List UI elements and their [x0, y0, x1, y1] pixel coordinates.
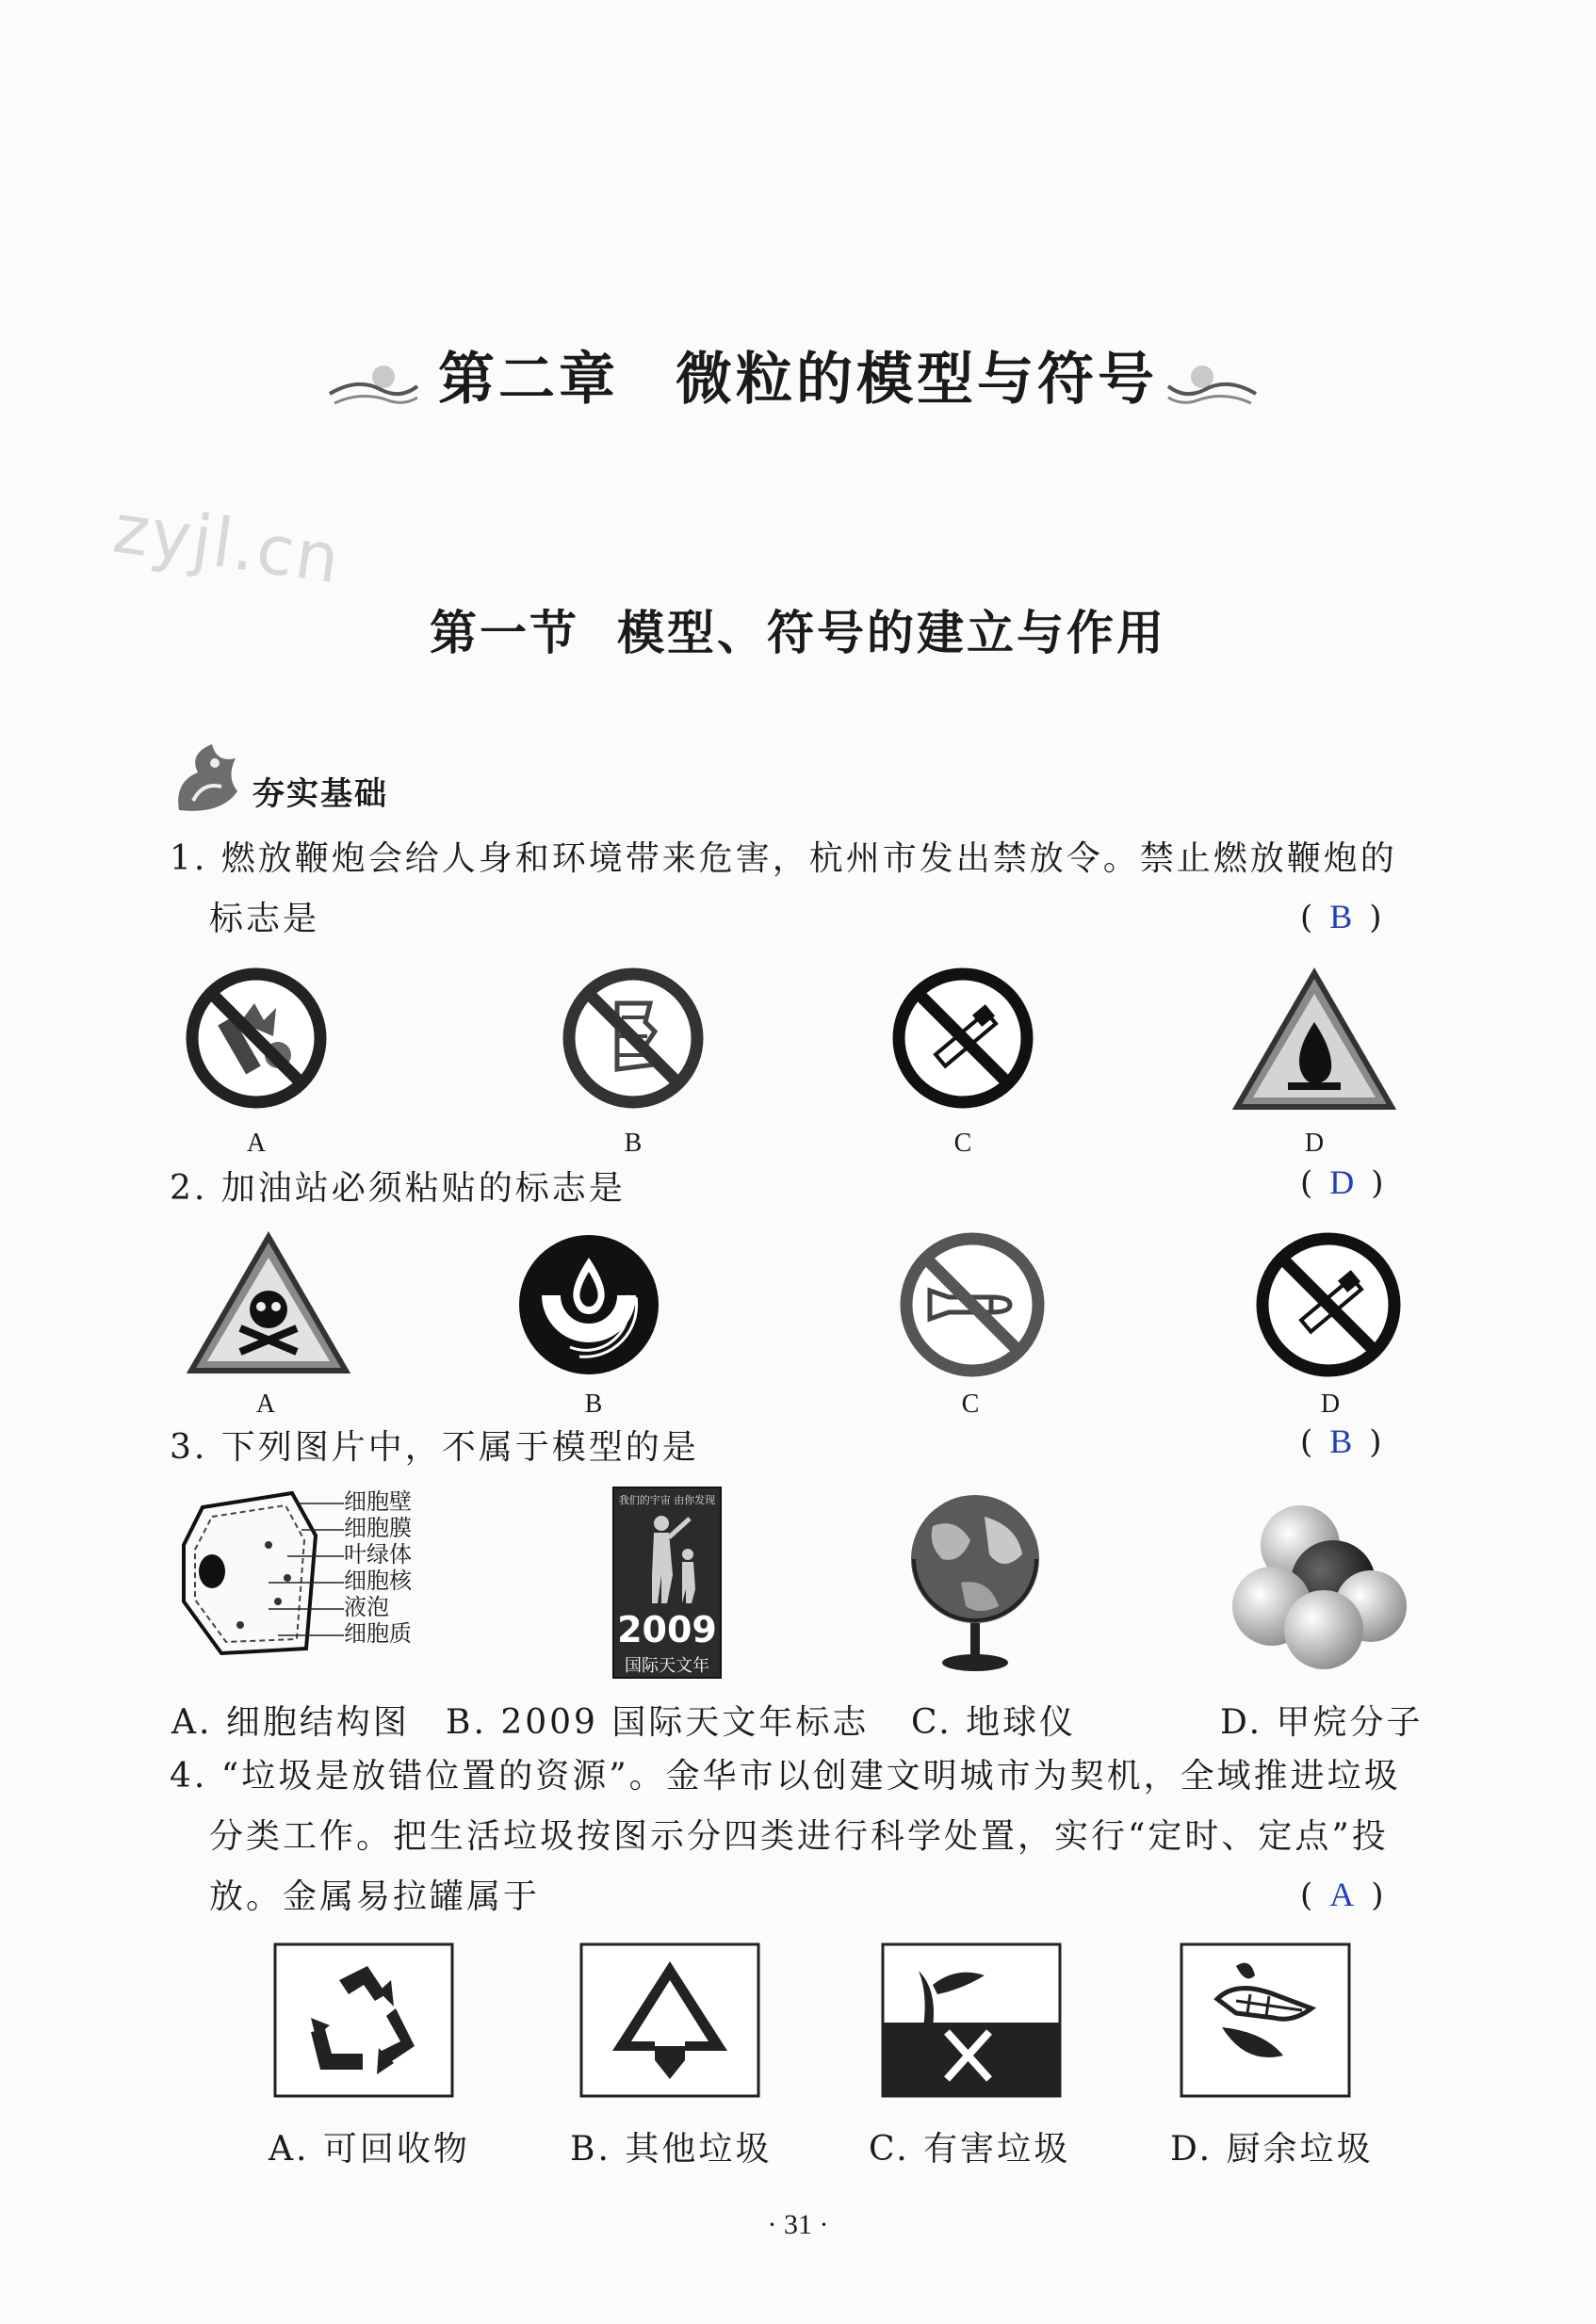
answer-letter: B	[1329, 898, 1355, 935]
q4-caption-c: C. 有害垃圾	[869, 2130, 1071, 2169]
q2-option-b-label: B	[584, 1390, 603, 1419]
q4-caption-a: A. 可回收物	[269, 2130, 470, 2169]
question-2	[170, 1159, 1206, 1219]
q1-option-a-label: A	[246, 1129, 267, 1158]
question-3-answer: ( B )	[1300, 1422, 1384, 1461]
poison-warning-sign-icon	[184, 1229, 353, 1380]
silhouette-figures-icon	[624, 1509, 710, 1603]
other-waste-symbol-icon	[579, 1942, 760, 2098]
astronomy-year-poster	[612, 1487, 722, 1679]
poster-top-text: 我们的宇宙 由你发现	[618, 1494, 716, 1506]
globe-icon	[904, 1488, 1046, 1677]
question-1-line-1: 1. 燃放鞭炮会给人身和环境带来危害，杭州市发出禁放令。禁止燃放鞭炮的	[170, 839, 1397, 878]
question-1	[170, 829, 1432, 950]
section-name: 模型、符号的建立与作用	[617, 605, 1166, 660]
cell-label-list	[344, 1488, 412, 1647]
cell-label: 细胞膜	[344, 1515, 412, 1541]
dragon-emblem-icon	[170, 735, 245, 820]
no-smoking-sign-c-icon	[890, 966, 1036, 1112]
no-horn-sign-icon	[897, 1229, 1048, 1380]
question-2-line-1: 2. 加油站必须粘贴的标志是	[170, 1169, 626, 1208]
question-2-answer: ( D )	[1300, 1163, 1386, 1202]
exercise-heading	[170, 735, 388, 820]
question-3-line-1: 3. 下列图片中，不属于模型的是	[170, 1428, 699, 1467]
cell-label: 细胞质	[344, 1620, 412, 1647]
question-4-line-2: 分类工作。把生活垃圾按图示分四类进行科学处置，实行“定时、定点”投	[209, 1817, 1389, 1856]
no-fireworks-sign-icon	[561, 966, 707, 1112]
question-3	[170, 1418, 1206, 1478]
q1-option-b-label: B	[624, 1129, 643, 1158]
hazardous-waste-symbol-icon	[881, 1942, 1062, 2098]
q3-caption-a: A. 细胞结构图	[171, 1703, 410, 1742]
cell-label: 细胞壁	[344, 1488, 412, 1515]
no-firecracker-sign-icon	[184, 966, 330, 1112]
answer-letter: A	[1329, 1876, 1357, 1913]
question-4-line-3: 放。金属易拉罐属于	[209, 1877, 541, 1916]
q4-caption-d: D. 厨余垃圾	[1170, 2130, 1374, 2169]
chapter-title	[0, 334, 1596, 415]
cell-label: 细胞核	[344, 1568, 412, 1594]
section-number: 第一节	[430, 605, 579, 660]
question-1-answer: ( B )	[1300, 898, 1384, 936]
methane-molecule-icon	[1230, 1493, 1409, 1672]
section-title	[0, 595, 1596, 663]
label-leader-lines-icon	[269, 1488, 344, 1658]
chapter-name: 微粒的模型与符号	[676, 347, 1158, 413]
question-1-line-2: 标志是	[209, 900, 320, 938]
answer-letter: D	[1329, 1163, 1357, 1201]
flammable-warning-sign-icon	[1230, 966, 1399, 1116]
watermark: zyjl.cn	[108, 488, 347, 599]
poster-year: 2009	[617, 1609, 717, 1650]
heading-label: 夯实基础	[252, 775, 388, 813]
no-smoking-sign-d-icon	[1253, 1229, 1404, 1380]
q4-caption-b: B. 其他垃圾	[570, 2130, 773, 2169]
recyclable-symbol-icon	[273, 1942, 454, 2098]
poster-bottom-text: 国际天文年	[625, 1656, 709, 1676]
question-4	[170, 1747, 1432, 1927]
answer-letter: B	[1329, 1422, 1355, 1460]
q1-option-d-label: D	[1304, 1129, 1325, 1158]
cell-label: 液泡	[344, 1594, 389, 1620]
q3-caption-d: D. 甲烷分子	[1220, 1703, 1424, 1742]
food-waste-symbol-icon	[1180, 1942, 1351, 2098]
q2-option-d-label: D	[1320, 1390, 1341, 1419]
cell-label: 叶绿体	[344, 1541, 412, 1568]
question-4-line-1: 4. “垃圾是放错位置的资源”。金华市以创建文明城市为契机，全域推进垃圾	[170, 1757, 1401, 1796]
q2-option-c-label: C	[961, 1390, 980, 1419]
q2-option-a-label: A	[255, 1390, 276, 1419]
chapter-number: 第二章	[438, 347, 619, 413]
cell-structure-diagram	[174, 1488, 438, 1658]
q3-caption-c: C. 地球仪	[911, 1703, 1077, 1742]
oil-drop-sign-icon	[513, 1229, 664, 1380]
page-number: · 31 ·	[767, 2209, 829, 2240]
question-4-answer: ( A )	[1300, 1876, 1386, 1914]
q1-option-c-label: C	[953, 1129, 972, 1158]
q3-caption-b: B. 2009 国际天文年标志	[446, 1703, 870, 1742]
